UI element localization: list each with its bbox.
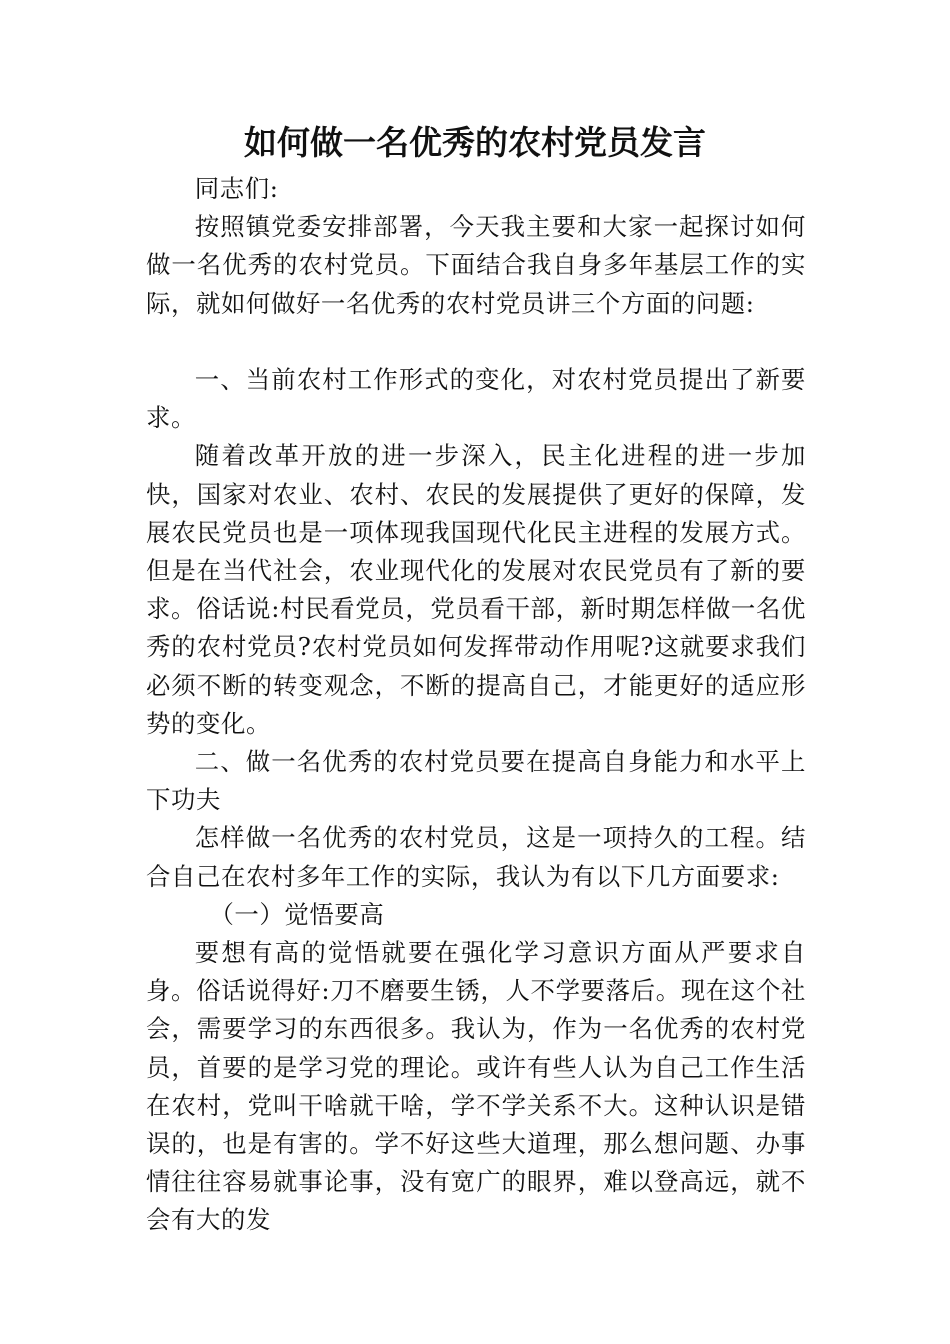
section-heading-1: 一、当前农村工作形式的变化，对农村党员提出了新要求。 — [146, 365, 806, 433]
sub-heading-1: （一）觉悟要高 — [209, 899, 385, 929]
section-heading-2: 二、做一名优秀的农村党员要在提高自身能力和水平上下功夫 — [146, 747, 806, 815]
intro-paragraph: 按照镇党委安排部署，今天我主要和大家一起探讨如何做一名优秀的农村党员。下面结合我自身多年基层工作的实际，就如何做好一名优秀的农村党员讲三个方面的问题: — [146, 212, 806, 318]
paragraph-spacer — [146, 323, 806, 361]
sub-section-1-paragraph: 要想有高的觉悟就要在强化学习意识方面从严要求自身。俗话说得好:刀不磨要生锈，人不学要落后。现在这个社会，需要学习的东西很多。我认为，作为一名优秀的农村党员，首要的是学习党的理论。或许有些人认为自己工作生活在农村，党叫干啥就干啥，学不学关系不大。这种认识是错误的，也是有害的。学不好这些大道理，那么想问题、办事情往往容易就事论事，没有宽广的眼界，难以登高远，就不会有大的发 — [146, 938, 806, 1235]
salutation: 同志们: — [194, 174, 279, 203]
section-2-paragraph: 怎样做一名优秀的农村党员，这是一项持久的工程。结合自己在农村多年工作的实际，我认为有以下几方面要求: — [146, 823, 806, 891]
document-body — [146, 170, 806, 1240]
section-1-paragraph: 随着改革开放的进一步深入，民主化进程的进一步加快，国家对农业、农村、农民的发展提供了更好的保障，发展农民党员也是一项体现我国现代化民主进程的发展方式。但是在当代社会，农业现代化的发展对农民党员有了新的要求。俗话说:村民看党员，党员看干部，新时期怎样做一名优秀的农村党员?农村党员如何发挥带动作用呢?这就要求我们必须不断的转变观念，不断的提高自己，才能更好的适应形势的变化。 — [146, 441, 806, 738]
document-title: 如何做一名优秀的农村党员发言 — [244, 123, 706, 162]
